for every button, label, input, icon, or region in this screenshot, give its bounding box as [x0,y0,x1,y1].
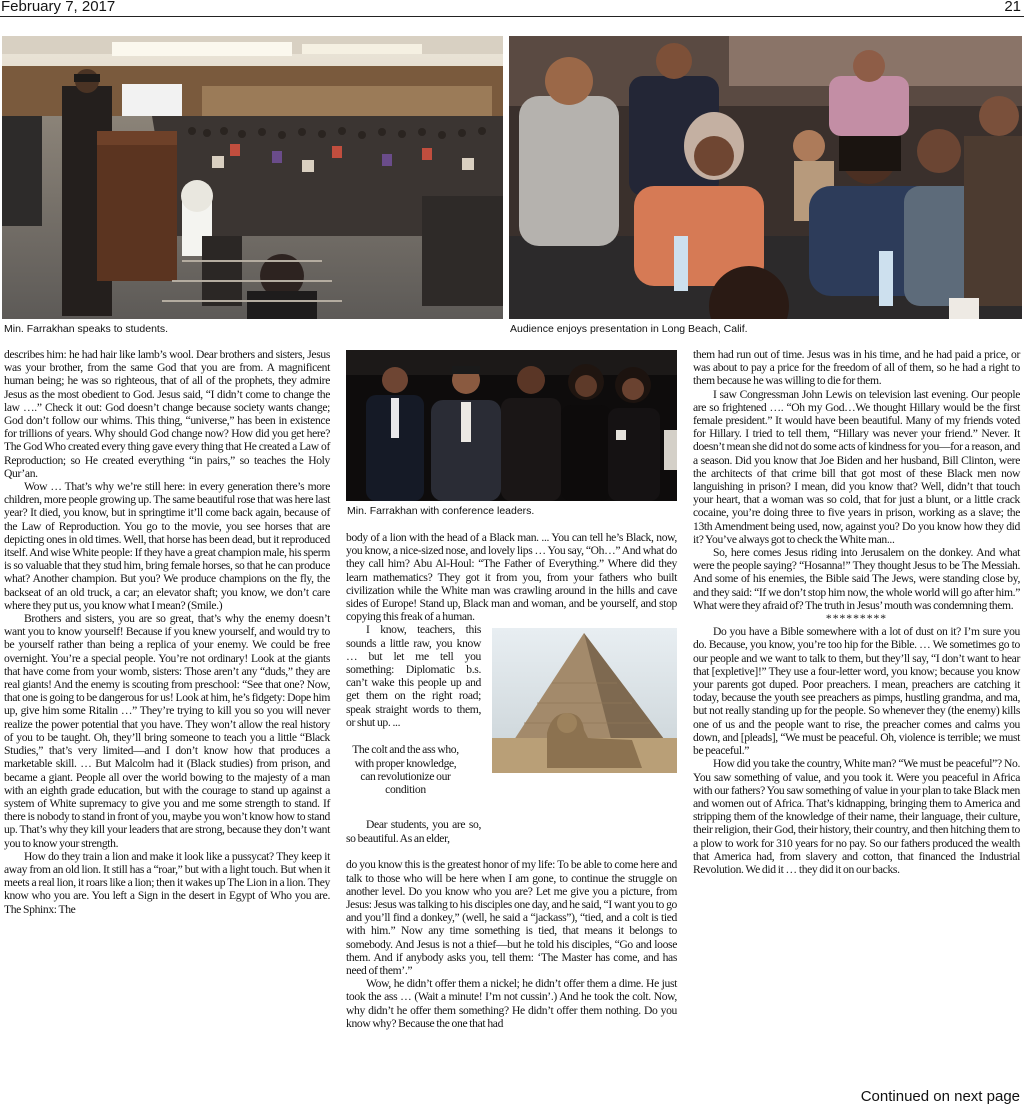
paragraph: do you know this is the greatest honor of my life: To be able to come here and talk to those who will be here when I am gone, to continue the struggle on another level. Do you know who you are? Let me give you a picture, from Jesus: Jesus was talking to his disciples one day, and he said, “I want you to go and you’ll find a donkey,” (well, he said a “jackass”), “tied, and a colt is tied with him.” Now any time something is tied, that means it belongs to somebody. And Jesus is not a thief—but he told his disciples, “Go and loose them. And if anybody asks you, tell them: ‘The Master has come, and has need of them’.” [346,858,677,978]
continued-link[interactable]: Continued on next page [860,1088,1020,1105]
photo-pyramid-sphinx [492,628,677,773]
photo1-caption: Min. Farrakhan speaks to students. [4,323,168,335]
paragraph: Wow … That’s why we’re still here: in every generation there’s more children, more people growing up. The same beautiful rose that was here last year? It died, you know, but in springtime it’ll come back again, because of the Law of Reproduction. You go to the movie, you see horses that are depicting ones in old times. Well, that horse has been dead, but it reproduced itself. And wise White people: If they have a great champion male, his sperm is so valuable that they stud him, bring female horses, so that he can produce what? Another champion. But you? We produce champions on the fly, the backseat of an old truck, a car; an elevator shaft; you know, we don’t care where they put us, you know what I mean? (Smile.) [4,480,330,612]
photo-speaker-podium [2,36,503,319]
page-number: 21 [1004,0,1021,15]
paragraph: them had run out of time. Jesus was in his time, and he had paid a price, or was about to pay a price for the freedom of all of them, so he had a right to them because he was willing to die for them. [693,348,1020,388]
pull-quote: The colt and the ass who, with proper knowledge, can revolutionize our condition [352,743,459,797]
photo3-caption: Min. Farrakhan with conference leaders. [347,505,535,517]
paragraph: I saw Congressman John Lewis on television last evening. Our people are so frightened …. “Oh my God…We thought Hillary would be the first female president.” It would have been beautiful. Many of my friends voted for Hillary. I tried to tell them, “Hillary was never your friend.” Never. It doesn’t mean she did not do some acts of kindness for you—for a reason, and a season. Did you know that Joe Biden and her husband, Bill Clinton, were the architects of that crime bill that got most of these Black men now languishing in prison? I mean, did you know that? Well, didn’t that touch your heart, that a woman was so cold, that for just a blunt, or a little crack cocaine, you’re doing three to five years in prison, working as a slave; the 13th Amendment being used, now, against you? Do you know how they did it? You’ve always got to check the White man... [693,387,1020,546]
inset-text-wrap-2 [346,818,481,844]
paragraph: I know, teachers, this sounds a little raw, you know … but let me tell you something: Diplomatic b.s. can’t wake this people up and get them on the right road; speak straight words to them, or shut up. ... [346,623,481,729]
photo-conference-leaders [346,350,677,501]
article-column-3 [693,348,1020,876]
inset-text-wrap [346,623,481,729]
section-divider: ********* [825,612,888,626]
paragraph: Brothers and sisters, you are so great, that’s why the enemy doesn’t want you to know yourself! Because if you knew yourself, and would try to be yourself rather than being a replica of your enemy. We could be free overnight. You’re a special people. You’re not ordinary! Look at the giants that have come from your womb, sisters: Those aren’t any “duds,” they are real giants! And the enemy is scouting from preschool: “See that one? Now, that one is going to be dangerous for us! Look at him, he’s fidgety: Dope him up, give him some Ritalin …” They’re trying to kill you so you will never realize the power potential that you have. They won’t allow the real history of you to be taught. Oh, they’ll bring someone to teach you a little “Black Studies,” that’s very limited—and I don’t know how that produces a marketable skill. … But Malcolm had it (Black studies) from prison, and became a giant. People all over the world bowing to the majesty of a man with an eighth grade education, but with the courage to stand up against a system of White supremacy to give you and me some strength to stand. If there is nobody to stand in front of you, maybe you won’t know how to stand up. That’s why they kill your leaders that are strong, because they don’t want you to know your strength. [4,612,330,850]
article-column-1 [4,348,330,916]
page-header [0,0,1024,17]
photo2-caption: Audience enjoys presentation in Long Beach, Calif. [510,323,748,335]
paragraph: body of a lion with the head of a Black man. ... You can tell he’s Black, now, you know, a nice-sized nose, and lovely lips … You say, “Oh…” And what do they call him? Abu Al-Houl: “The Father of Everything.” Where did they learn mathematics? They got it from you, from your fathers who built civilization while the White man was crawling around in the hills and cave sides of Europe! Stand up, Black man and woman, and be yourself, and stop copying this freak of a human. [346,531,677,624]
article-column-2 [346,531,677,1030]
paragraph: Wow, he didn’t offer them a nickel; he didn’t offer them a dime. He just took the ass … (Wait a minute! I’m not cussin’.) And he took the colt. Now, why didn’t he offer them something? He didn’t offer them nothing. Do you know why? Because the one that had [346,977,677,1030]
paragraph: So, here comes Jesus riding into Jerusalem on the donkey. And what were the people saying? “Hosanna!” They thought Jesus to be The Messiah. And some of his enemies, the Bible said The Jews, were standing close by, and they said: “If we don’t stop him now, the whole world will go after him.” What were they afraid of? The truth in Jesus’ mouth was condemning them. [693,546,1020,612]
paragraph: Do you have a Bible somewhere with a lot of dust on it? I’m sure you do. Because, you know, you’re too hip for the Bible. … We sometimes go to our people and we want to talk to them, but they’ll say, “I don’t want to hear that [expletive]!” They use a four-letter word, you know; because you know your parents got duped. Poor preachers. I mean, preachers are catching it today, because the youth see preachers as pimps, hustling grandma, and ma, but not really standing up for the people. So whenever they (the enemy) kills one of us and the people want to rise, the preacher comes and calms you down, and [pleads], “We must be peaceful. Oh, violence is terrible; we must be peaceful.” [693,625,1020,758]
paragraph: describes him: he had hair like lamb’s wool. Dear brothers and sisters, Jesus was your brother, from the same God that you are from. A magnificent human being; he was so righteous, that of all of the prophets, they admire Jesus as the most obedient to God. Jesus said, “I didn’t come to change the law ….” Check it out: God doesn’t change because society wants change; God don’t follow our whims. This thing, “universe,” has been in existence for trillions of years. Why should God change now? How did you get here? The God Who created every thing gave every thing that He created a Law of Reproduction; so He created everything “in pairs,” so teaches the Holy Qur’an. [4,348,330,480]
paragraph: How did you take the country, White man? “We must be peaceful”? No. You saw something of value, and you took it. Were you peaceful in Africa with our fathers? You saw something of value in your plan to take Black men and women out of Africa. That’s kidnapping, bringing them to America and stripping them of the knowledge of their name, their language, their culture, their religion, their God, their history, their country, and then hitching them to a plow to work for 310 years for no pay. So our fathers produced the wealth that America had, from slavery and cotton, that financed the Industrial Revolution. We did it … they did it on our backs. [693,757,1020,876]
issue-date: February 7, 2017 [1,0,116,15]
column-2-inset-area [346,623,677,858]
paragraph: How do they train a lion and make it look like a pussycat? They keep it away from an old lion. It still has a “roar,” but with a light touch. But when it meets a real lion, it roars like a lion; then it wakes up The Lion in a lion. They know who you are. You left a Sign in the desert in Egypt of Who you are. The Sphinx: The [4,849,330,916]
photo-audience [509,36,1022,319]
paragraph: Dear students, you are so, so beautiful. As an elder, [346,818,481,845]
